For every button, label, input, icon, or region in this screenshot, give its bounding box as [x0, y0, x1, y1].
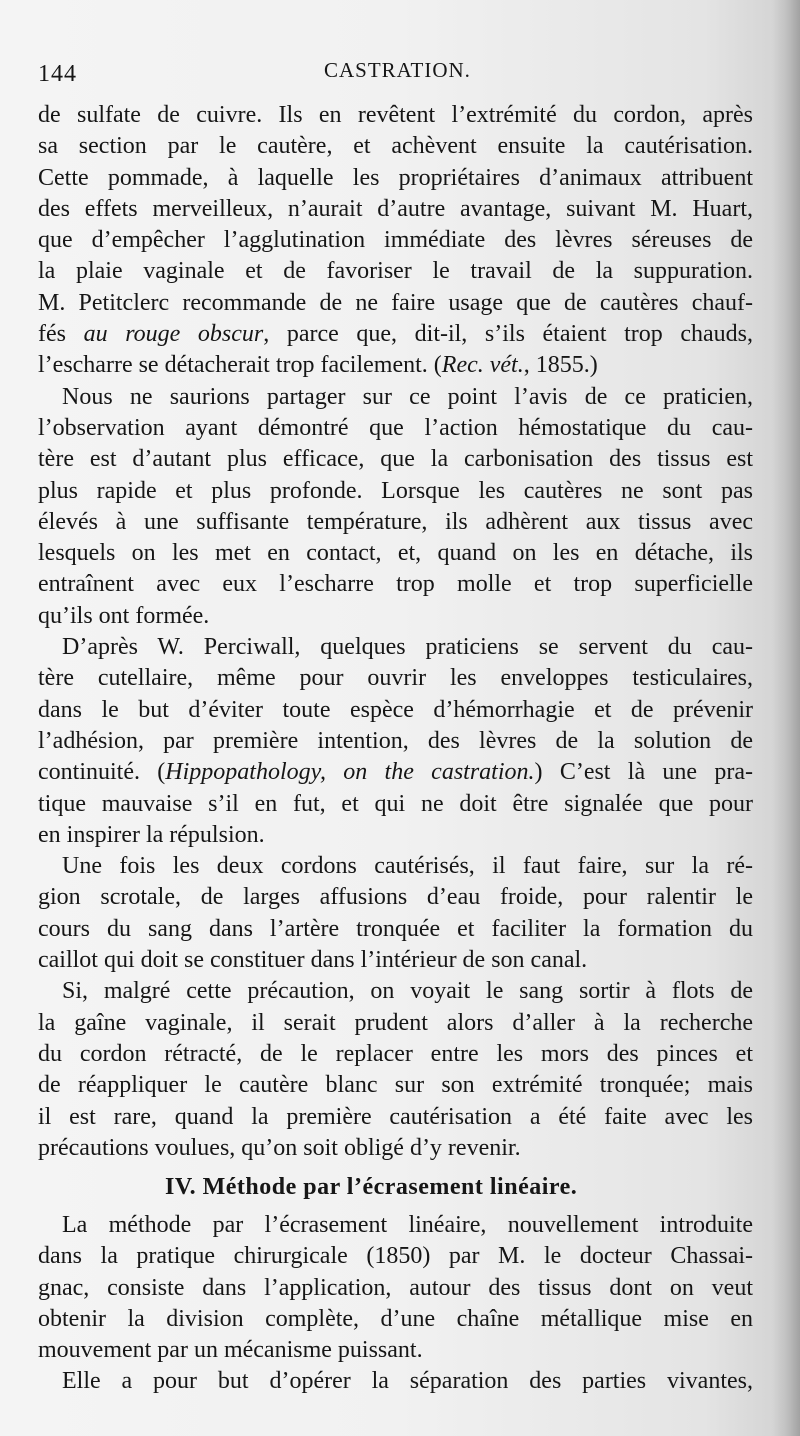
- text-line: gnac, consiste dans l’application, autour des tissus dont on veut: [38, 1274, 753, 1301]
- text-line: de sulfate de cuivre. Ils en revêtent l’extrémité du cordon, après: [38, 102, 753, 128]
- text-line: tique mauvaise s’il en fut, et qui ne doit être signalée que pour: [38, 790, 753, 817]
- text-line: de réappliquer le cautère blanc sur son extrémité tronquée; mais: [38, 1072, 753, 1099]
- text-line: Cette pommade, à laquelle les propriétaires d’animaux attribuent: [38, 164, 753, 191]
- running-head: CASTRATION.: [324, 58, 471, 82]
- text-line: des effets merveilleux, n’aurait d’autre avantage, suivant M. Huart,: [38, 195, 753, 222]
- page-edge-shadow: [772, 0, 800, 1436]
- text-line: la gaîne vaginale, il serait prudent alors d’aller à la recherche: [38, 1009, 753, 1036]
- text-line: entraînent avec eux l’escharre trop molle et trop superficielle: [38, 571, 753, 598]
- text-line: sa section par le cautère, et achèvent ensuite la cautérisation.: [38, 133, 753, 160]
- text-line: gion scrotale, de larges affusions d’eau froide, pour ralentir le: [38, 884, 753, 911]
- text-line: l’adhésion, par première intention, des lèvres de la solution de: [38, 727, 753, 754]
- text-line: mouvement par un mécanisme puissant.: [38, 1337, 423, 1364]
- text-line: D’après W. Perciwall, quelques praticiens se servent du cau-: [62, 634, 753, 661]
- body-text: [38, 100, 753, 1164]
- text-line: Elle a pour but d’opérer la séparation des parties vivantes,: [62, 1368, 753, 1395]
- text-line: dans la pratique chirurgicale (1850) par M. le docteur Chassai-: [38, 1243, 753, 1270]
- section-heading: IV. Méthode par l’écrasement linéaire.: [165, 1174, 578, 1200]
- text-line: M. Petitclerc recommande de ne faire usage que de cautères chauf-: [38, 289, 753, 316]
- text-line: continuité. (Hippopathology, on the castration.) C’est là une pra-: [38, 759, 753, 786]
- text-line: élevés à une suffisante température, ils adhèrent aux tissus avec: [38, 508, 753, 535]
- text-line: cours du sang dans l’artère tronquée et faciliter la formation du: [38, 915, 753, 942]
- text-line: la plaie vaginale et de favoriser le travail de la suppuration.: [38, 258, 753, 285]
- text-line: tère est d’autant plus efficace, que la carbonisation des tissus est: [38, 446, 753, 473]
- text-line: fés au rouge obscur, parce que, dit-il, s’ils étaient trop chauds,: [38, 321, 753, 348]
- text-line: tère cutellaire, même pour ouvrir les enveloppes testiculaires,: [38, 665, 753, 692]
- italic-phrase: au rouge obscur: [83, 321, 264, 348]
- text-line: il est rare, quand la première cautérisation a été faite avec les: [38, 1103, 753, 1130]
- text-line: en inspirer la répulsion.: [38, 821, 265, 848]
- text-line: lesquels on les met en contact, et, quand on les en détache, ils: [38, 540, 753, 567]
- text-line: l’observation ayant démontré que l’action hémostatique du cau-: [38, 414, 753, 441]
- text-line: caillot qui doit se constituer dans l’intérieur de son canal.: [38, 947, 588, 974]
- text-line: précautions voulues, qu’on soit obligé d’y revenir.: [38, 1134, 521, 1161]
- page-number: 144: [38, 61, 77, 87]
- text-line: Une fois les deux cordons cautérisés, il faut faire, sur la ré-: [62, 853, 753, 880]
- text-line: La méthode par l’écrasement linéaire, nouvellement introduite: [62, 1212, 753, 1238]
- text-line: du cordon rétracté, de le replacer entre les mors des pinces et: [38, 1040, 753, 1067]
- section-text: [38, 1210, 753, 1398]
- text-line: dans le but d’éviter toute espèce d’hémorrhagie et de prévenir: [38, 696, 753, 723]
- text-line: l’escharre se détacherait trop facilement. (Rec. vét., 1855.): [38, 352, 598, 379]
- text-line: obtenir la division complète, d’une chaîne métallique mise en: [38, 1305, 753, 1332]
- italic-phrase: Rec. vét.: [441, 352, 524, 379]
- text-line: que d’empêcher l’agglutination immédiate des lèvres séreuses de: [38, 227, 753, 254]
- italic-phrase: Hippopathology, on the castration.: [165, 759, 535, 786]
- text-line: qu’ils ont formée.: [38, 602, 210, 629]
- text-line: Nous ne saurions partager sur ce point l’avis de ce praticien,: [62, 383, 753, 410]
- text-line: Si, malgré cette précaution, on voyait le sang sortir à flots de: [62, 978, 753, 1005]
- text-line: plus rapide et plus profonde. Lorsque les cautères ne sont pas: [38, 477, 753, 504]
